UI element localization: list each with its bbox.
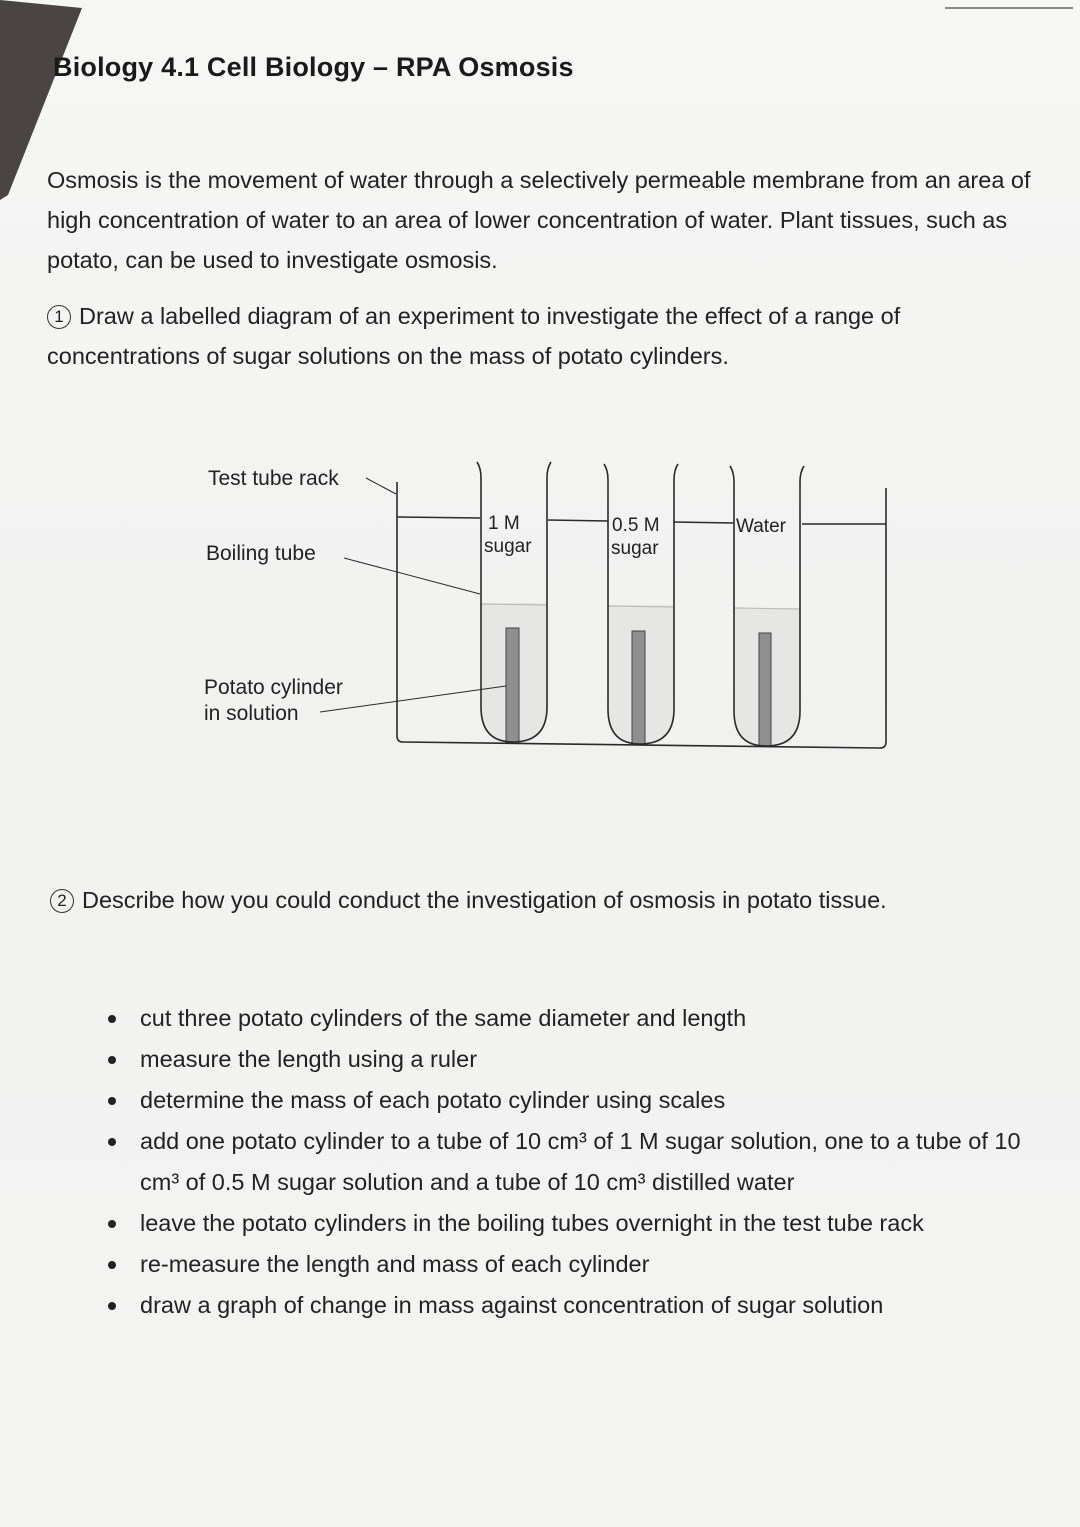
label-leader-lines bbox=[320, 478, 506, 712]
question-number-badge: 1 bbox=[47, 305, 71, 329]
tube-2-label-line2: sugar bbox=[611, 538, 659, 559]
tube-1-label-line1: 1 M bbox=[488, 513, 520, 534]
boiling-tube-2 bbox=[604, 464, 678, 744]
bullet-icon bbox=[108, 1097, 116, 1105]
method-step: cut three potato cylinders of the same diameter and length bbox=[100, 998, 1060, 1039]
method-step: measure the length using a ruler bbox=[100, 1039, 1060, 1080]
method-step: draw a graph of change in mass against concentration of sugar solution bbox=[100, 1285, 1060, 1326]
label-test-tube-rack: Test tube rack bbox=[208, 467, 339, 490]
method-step: leave the potato cylinders in the boiling tubes overnight in the test tube rack bbox=[100, 1203, 1060, 1244]
page-title: Biology 4.1 Cell Biology – RPA Osmosis bbox=[53, 52, 574, 82]
bullet-icon bbox=[108, 1220, 116, 1228]
bullet-icon bbox=[108, 1138, 116, 1146]
question-1 bbox=[47, 296, 1057, 376]
tube-1-label-line2: sugar bbox=[484, 536, 532, 557]
boiling-tube-3 bbox=[730, 466, 804, 746]
question-number-badge: 2 bbox=[50, 889, 74, 913]
tube-3-label-line1: Water bbox=[736, 516, 786, 537]
tube-2-label-line1: 0.5 M bbox=[612, 515, 660, 536]
method-step: add one potato cylinder to a tube of 10 cm³ of 1 M sugar solution, one to a tube of 10 cm³ of 0.5 M sugar solution and a tube of 10 cm³ distilled water bbox=[100, 1121, 1060, 1203]
bullet-icon bbox=[108, 1015, 116, 1023]
method-steps-list bbox=[100, 998, 1060, 1326]
question-2 bbox=[50, 880, 1060, 920]
boiling-tube-1 bbox=[477, 462, 551, 742]
page-edge-line bbox=[945, 7, 1073, 9]
label-potato-cylinder: Potato cylinder bbox=[204, 676, 343, 699]
label-boiling-tube: Boiling tube bbox=[206, 542, 316, 565]
bullet-icon bbox=[108, 1261, 116, 1269]
method-step: determine the mass of each potato cylinder using scales bbox=[100, 1080, 1060, 1121]
bullet-icon bbox=[108, 1056, 116, 1064]
bullet-icon bbox=[108, 1302, 116, 1310]
method-step: re-measure the length and mass of each cylinder bbox=[100, 1244, 1060, 1285]
label-in-solution: in solution bbox=[204, 702, 299, 725]
intro-paragraph: Osmosis is the movement of water through a selectively permeable membrane from an area of high concentration of water to an area of lower concentration of water. Plant tissues, such as potato, can be used to investigate osmosis. bbox=[47, 167, 1031, 273]
question-2-text: Describe how you could conduct the investigation of osmosis in potato tissue. bbox=[82, 887, 887, 913]
question-1-text: Draw a labelled diagram of an experiment to investigate the effect of a range of concentrations of sugar solutions on the mass of potato cylinders. bbox=[47, 303, 901, 369]
osmosis-experiment-diagram bbox=[180, 450, 900, 760]
